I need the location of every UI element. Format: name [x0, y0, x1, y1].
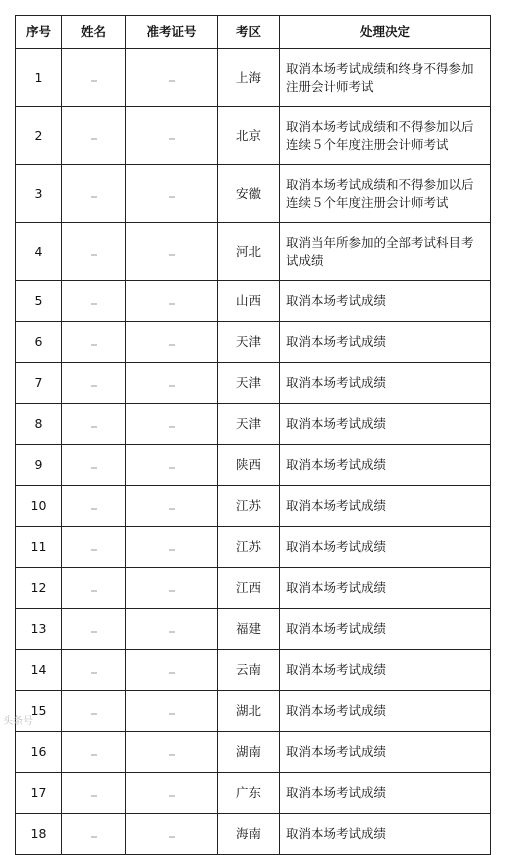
table-row: [16, 363, 491, 404]
redaction-mark: [91, 754, 97, 756]
cell-no: 17: [16, 773, 62, 814]
table-row: [16, 107, 491, 165]
cell-decision: 取消本场考试成绩和不得参加以后连续５个年度注册会计师考试: [280, 165, 491, 223]
cell-decision: 取消本场考试成绩: [280, 404, 491, 445]
cell-name-redacted: [62, 404, 126, 445]
cell-decision: 取消本场考试成绩: [280, 281, 491, 322]
cell-region: 云南: [218, 650, 280, 691]
redaction-mark: [91, 467, 97, 469]
cell-name-redacted: [62, 107, 126, 165]
cell-region: 陕西: [218, 445, 280, 486]
cell-decision: 取消本场考试成绩: [280, 732, 491, 773]
redaction-mark: [169, 467, 175, 469]
header-name: 姓名: [62, 16, 126, 49]
redaction-mark: [169, 672, 175, 674]
redaction-mark: [169, 426, 175, 428]
table-row: [16, 404, 491, 445]
cell-region: 北京: [218, 107, 280, 165]
cell-decision: 取消本场考试成绩: [280, 363, 491, 404]
cell-name-redacted: [62, 568, 126, 609]
cell-name-redacted: [62, 773, 126, 814]
cell-name-redacted: [62, 486, 126, 527]
redaction-mark: [91, 508, 97, 510]
cell-exam-id-redacted: [126, 527, 218, 568]
redaction-mark: [169, 713, 175, 715]
redaction-mark: [91, 549, 97, 551]
cell-decision: 取消本场考试成绩: [280, 445, 491, 486]
cell-exam-id-redacted: [126, 445, 218, 486]
cell-region: 河北: [218, 223, 280, 281]
table-row: [16, 814, 491, 855]
cell-name-redacted: [62, 691, 126, 732]
cell-no: 10: [16, 486, 62, 527]
table-row: [16, 773, 491, 814]
cell-no: 14: [16, 650, 62, 691]
cell-no: 2: [16, 107, 62, 165]
cell-no: 4: [16, 223, 62, 281]
table-row: [16, 445, 491, 486]
table-header-row: [16, 16, 491, 49]
redaction-mark: [91, 672, 97, 674]
cell-region: 天津: [218, 404, 280, 445]
cell-region: 湖南: [218, 732, 280, 773]
redaction-mark: [169, 836, 175, 838]
table-row: [16, 527, 491, 568]
cell-region: 江苏: [218, 486, 280, 527]
redaction-mark: [91, 426, 97, 428]
redaction-mark: [91, 344, 97, 346]
cell-exam-id-redacted: [126, 49, 218, 107]
cell-no: 13: [16, 609, 62, 650]
cell-exam-id-redacted: [126, 650, 218, 691]
cell-name-redacted: [62, 281, 126, 322]
cell-decision: 取消本场考试成绩: [280, 691, 491, 732]
cell-exam-id-redacted: [126, 363, 218, 404]
cell-decision: 取消本场考试成绩: [280, 773, 491, 814]
table-row: [16, 165, 491, 223]
watermark: 头条号: [3, 716, 33, 727]
cell-decision: 取消本场考试成绩: [280, 322, 491, 363]
table-row: [16, 322, 491, 363]
cell-region: 天津: [218, 363, 280, 404]
cell-name-redacted: [62, 650, 126, 691]
cell-decision: 取消本场考试成绩: [280, 527, 491, 568]
cell-no: 1: [16, 49, 62, 107]
cell-decision: 取消本场考试成绩: [280, 814, 491, 855]
redaction-mark: [169, 508, 175, 510]
cell-no: 3: [16, 165, 62, 223]
cell-name-redacted: [62, 445, 126, 486]
cell-no: 16: [16, 732, 62, 773]
redaction-mark: [169, 254, 175, 256]
cell-no: 7: [16, 363, 62, 404]
cell-region: 江西: [218, 568, 280, 609]
cell-exam-id-redacted: [126, 773, 218, 814]
redaction-mark: [91, 196, 97, 198]
cell-decision: 取消本场考试成绩和终身不得参加注册会计师考试: [280, 49, 491, 107]
cell-region: 安徽: [218, 165, 280, 223]
redaction-mark: [91, 303, 97, 305]
cell-no: 6: [16, 322, 62, 363]
cell-region: 山西: [218, 281, 280, 322]
cell-decision: 取消本场考试成绩: [280, 609, 491, 650]
cell-no: 15: [16, 691, 62, 732]
redaction-mark: [91, 254, 97, 256]
cell-decision: 取消本场考试成绩: [280, 650, 491, 691]
penalty-table: [15, 15, 491, 855]
header-no: 序号: [16, 16, 62, 49]
redaction-mark: [91, 631, 97, 633]
table-row: [16, 568, 491, 609]
cell-exam-id-redacted: [126, 814, 218, 855]
cell-exam-id-redacted: [126, 281, 218, 322]
header-exam-id: 准考证号: [126, 16, 218, 49]
cell-region: 福建: [218, 609, 280, 650]
redaction-mark: [169, 631, 175, 633]
redaction-mark: [91, 713, 97, 715]
cell-decision: 取消本场考试成绩: [280, 486, 491, 527]
header-region: 考区: [218, 16, 280, 49]
cell-region: 上海: [218, 49, 280, 107]
redaction-mark: [169, 138, 175, 140]
table-row: [16, 650, 491, 691]
table-row: [16, 223, 491, 281]
cell-exam-id-redacted: [126, 107, 218, 165]
cell-exam-id-redacted: [126, 223, 218, 281]
header-decision: 处理决定: [280, 16, 491, 49]
cell-exam-id-redacted: [126, 486, 218, 527]
cell-no: 8: [16, 404, 62, 445]
table-body: [16, 49, 491, 855]
cell-exam-id-redacted: [126, 732, 218, 773]
cell-exam-id-redacted: [126, 404, 218, 445]
redaction-mark: [91, 138, 97, 140]
cell-region: 广东: [218, 773, 280, 814]
cell-region: 江苏: [218, 527, 280, 568]
cell-decision: 取消当年所参加的全部考试科目考试成绩: [280, 223, 491, 281]
table-row: [16, 609, 491, 650]
redaction-mark: [91, 590, 97, 592]
cell-name-redacted: [62, 814, 126, 855]
cell-region: 天津: [218, 322, 280, 363]
redaction-mark: [169, 754, 175, 756]
redaction-mark: [91, 795, 97, 797]
cell-no: 5: [16, 281, 62, 322]
cell-name-redacted: [62, 609, 126, 650]
redaction-mark: [91, 385, 97, 387]
cell-no: 11: [16, 527, 62, 568]
cell-region: 海南: [218, 814, 280, 855]
redaction-mark: [169, 590, 175, 592]
redaction-mark: [169, 549, 175, 551]
cell-no: 18: [16, 814, 62, 855]
cell-no: 12: [16, 568, 62, 609]
table-row: [16, 732, 491, 773]
cell-name-redacted: [62, 223, 126, 281]
redaction-mark: [169, 795, 175, 797]
cell-exam-id-redacted: [126, 568, 218, 609]
redaction-mark: [169, 303, 175, 305]
cell-name-redacted: [62, 527, 126, 568]
cell-name-redacted: [62, 165, 126, 223]
redaction-mark: [169, 80, 175, 82]
table-row: [16, 691, 491, 732]
table-row: [16, 486, 491, 527]
cell-name-redacted: [62, 732, 126, 773]
cell-decision: 取消本场考试成绩和不得参加以后连续５个年度注册会计师考试: [280, 107, 491, 165]
cell-exam-id-redacted: [126, 691, 218, 732]
cell-exam-id-redacted: [126, 165, 218, 223]
redaction-mark: [169, 196, 175, 198]
redaction-mark: [169, 385, 175, 387]
cell-name-redacted: [62, 363, 126, 404]
cell-region: 湖北: [218, 691, 280, 732]
cell-name-redacted: [62, 49, 126, 107]
cell-decision: 取消本场考试成绩: [280, 568, 491, 609]
redaction-mark: [169, 344, 175, 346]
cell-no: 9: [16, 445, 62, 486]
cell-name-redacted: [62, 322, 126, 363]
redaction-mark: [91, 80, 97, 82]
cell-exam-id-redacted: [126, 609, 218, 650]
table-row: [16, 281, 491, 322]
table-row: [16, 49, 491, 107]
cell-exam-id-redacted: [126, 322, 218, 363]
redaction-mark: [91, 836, 97, 838]
